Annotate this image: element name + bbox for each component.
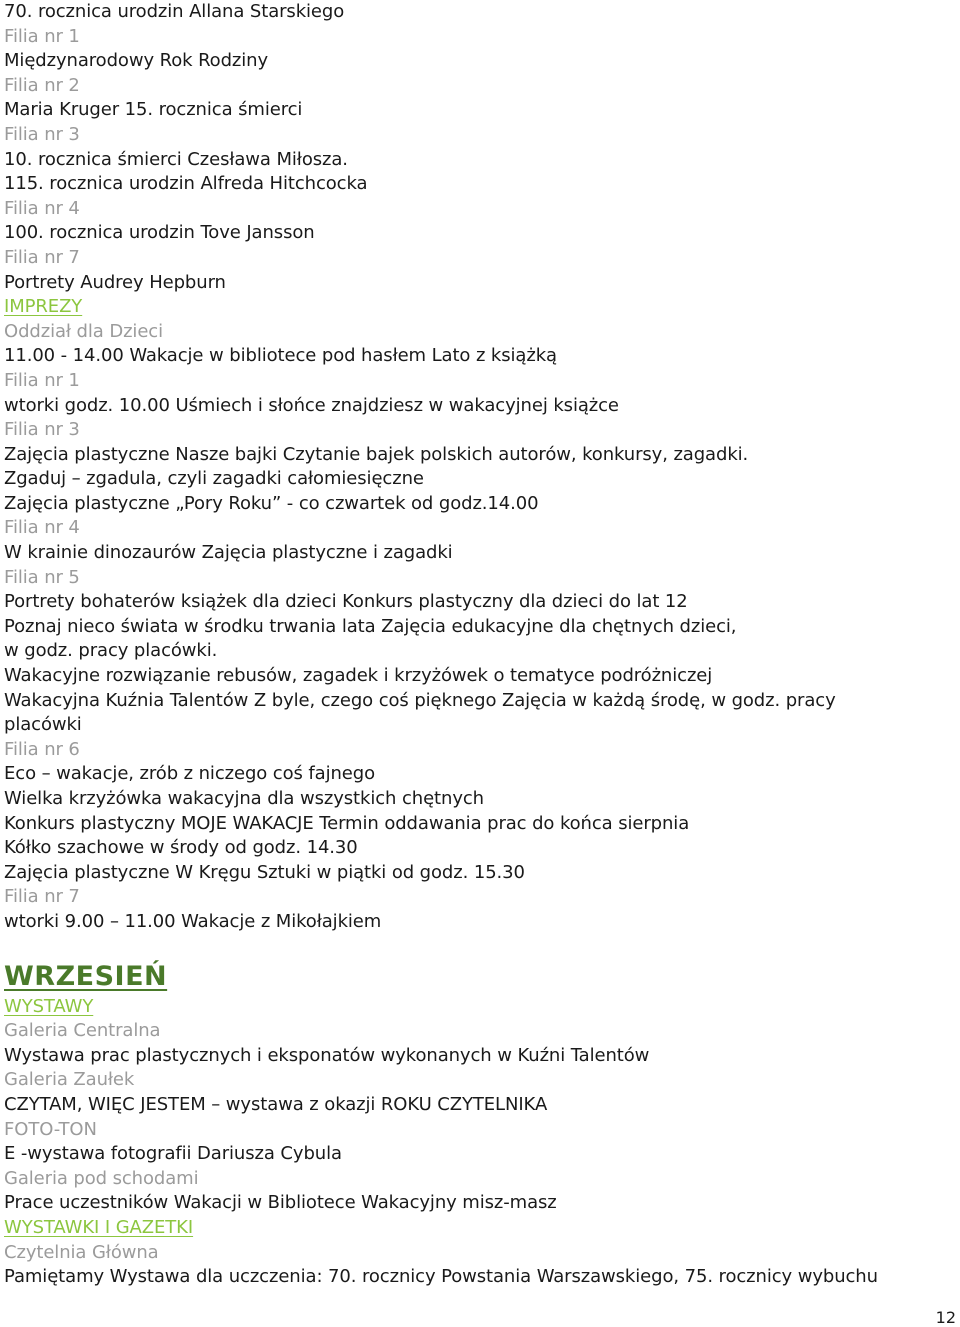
entry-text: Zajęcia plastyczne W Kręgu Sztuki w piątki od godz. 15.30 <box>4 861 525 883</box>
spacer <box>4 935 956 959</box>
entry-text: W krainie dinozaurów Zajęcia plastyczne i zagadki <box>4 542 453 564</box>
section-heading: WYSTAWKI I GAZETKI <box>4 1216 194 1238</box>
page-number: 12 <box>935 1308 956 1327</box>
entry-text: 100. rocznica urodzin Tove Jansson <box>4 222 315 244</box>
entry-text: Pamiętamy Wystawa dla uczczenia: 70. rocznicy Powstania Warszawskiego, 75. rocznicy wybuchu <box>4 1266 878 1288</box>
branch-label: Filia nr 7 <box>4 246 80 268</box>
entry-text: 70. rocznica urodzin Allana Starskiego <box>4 1 345 22</box>
entry-text: Zajęcia plastyczne „Pory Roku” - co czwartek od godz.14.00 <box>4 492 539 514</box>
branch-label: Filia nr 1 <box>4 369 80 391</box>
entry-text: 115. rocznica urodzin Alfreda Hitchcocka <box>4 173 368 195</box>
document-page <box>4 0 956 1290</box>
entry-text: Zgaduj – zgadula, czyli zagadki całomiesięczne <box>4 468 424 490</box>
entry-text: Wielka krzyżówka wakacyjna dla wszystkich chętnych <box>4 788 484 809</box>
branch-label: Galeria pod schodami <box>4 1167 199 1189</box>
entry-text: w godz. pracy placówki. <box>4 640 218 662</box>
entry-text: Poznaj nieco świata w środku trwania lata Zajęcia edukacyjne dla chętnych dzieci, <box>4 615 737 637</box>
branch-label: Filia nr 6 <box>4 738 80 760</box>
section-heading: WYSTAWY <box>4 995 94 1017</box>
branch-label: Galeria Zaułek <box>4 1069 135 1091</box>
entry-text: 11.00 - 14.00 Wakacje w bibliotece pod hasłem Lato z książką <box>4 345 557 367</box>
entry-text: Prace uczestników Wakacji w Bibliotece Wakacyjny misz-masz <box>4 1192 557 1214</box>
entry-text: CZYTAM, WIĘC JESTEM – wystawa z okazji ROKU CZYTELNIKA <box>4 1093 548 1115</box>
entry-text: E -wystawa fotografii Dariusza Cybula <box>4 1143 342 1165</box>
branch-label: Galeria Centralna <box>4 1020 161 1042</box>
entry-text: 10. rocznica śmierci Czesława Miłosza. <box>4 148 348 170</box>
entry-text: Wakacyjne rozwiązanie rebusów, zagadek i krzyżówek o tematyce podróżniczej <box>4 665 713 687</box>
branch-label: Filia nr 3 <box>4 123 80 145</box>
entry-text: Wystawa prac plastycznych i eksponatów wykonanych w Kuźni Talentów <box>4 1044 650 1066</box>
entry-text: Eco – wakacje, zrób z niczego coś fajnego <box>4 763 375 785</box>
branch-label: FOTO-TON <box>4 1118 97 1140</box>
section-heading: IMPREZY <box>4 296 83 318</box>
branch-label: Filia nr 2 <box>4 74 80 96</box>
branch-label: Filia nr 7 <box>4 886 80 908</box>
entry-text: Portrety bohaterów książek dla dzieci Konkurs plastyczny dla dzieci do lat 12 <box>4 591 688 613</box>
entry-text: wtorki godz. 10.00 Uśmiech i słońce znajdziesz w wakacyjnej książce <box>4 394 619 416</box>
branch-label: Czytelnia Główna <box>4 1241 159 1263</box>
branch-label: Filia nr 4 <box>4 197 80 219</box>
month-heading: WRZESIEŃ <box>4 960 168 992</box>
entry-text: Konkurs plastyczny MOJE WAKACJE Termin oddawania prac do końca sierpnia <box>4 812 690 834</box>
entry-text: placówki <box>4 714 82 736</box>
branch-label: Oddział dla Dzieci <box>4 320 163 342</box>
branch-label: Filia nr 1 <box>4 25 80 47</box>
entry-text: Portrety Audrey Hepburn <box>4 271 226 293</box>
entry-text: wtorki 9.00 – 11.00 Wakacje z Mikołajkiem <box>4 910 382 932</box>
branch-label: Filia nr 5 <box>4 566 80 588</box>
entry-text: Maria Kruger 15. rocznica śmierci <box>4 99 303 121</box>
branch-label: Filia nr 4 <box>4 517 80 539</box>
entry-text: Kółko szachowe w środy od godz. 14.30 <box>4 837 358 859</box>
entry-text: Międzynarodowy Rok Rodziny <box>4 50 269 72</box>
entry-text: Wakacyjna Kuźnia Talentów Z byle, czego coś pięknego Zajęcia w każdą środę, w godz. pracy <box>4 689 836 711</box>
entry-text: Zajęcia plastyczne Nasze bajki Czytanie bajek polskich autorów, konkursy, zagadki. <box>4 443 749 465</box>
branch-label: Filia nr 3 <box>4 419 80 441</box>
